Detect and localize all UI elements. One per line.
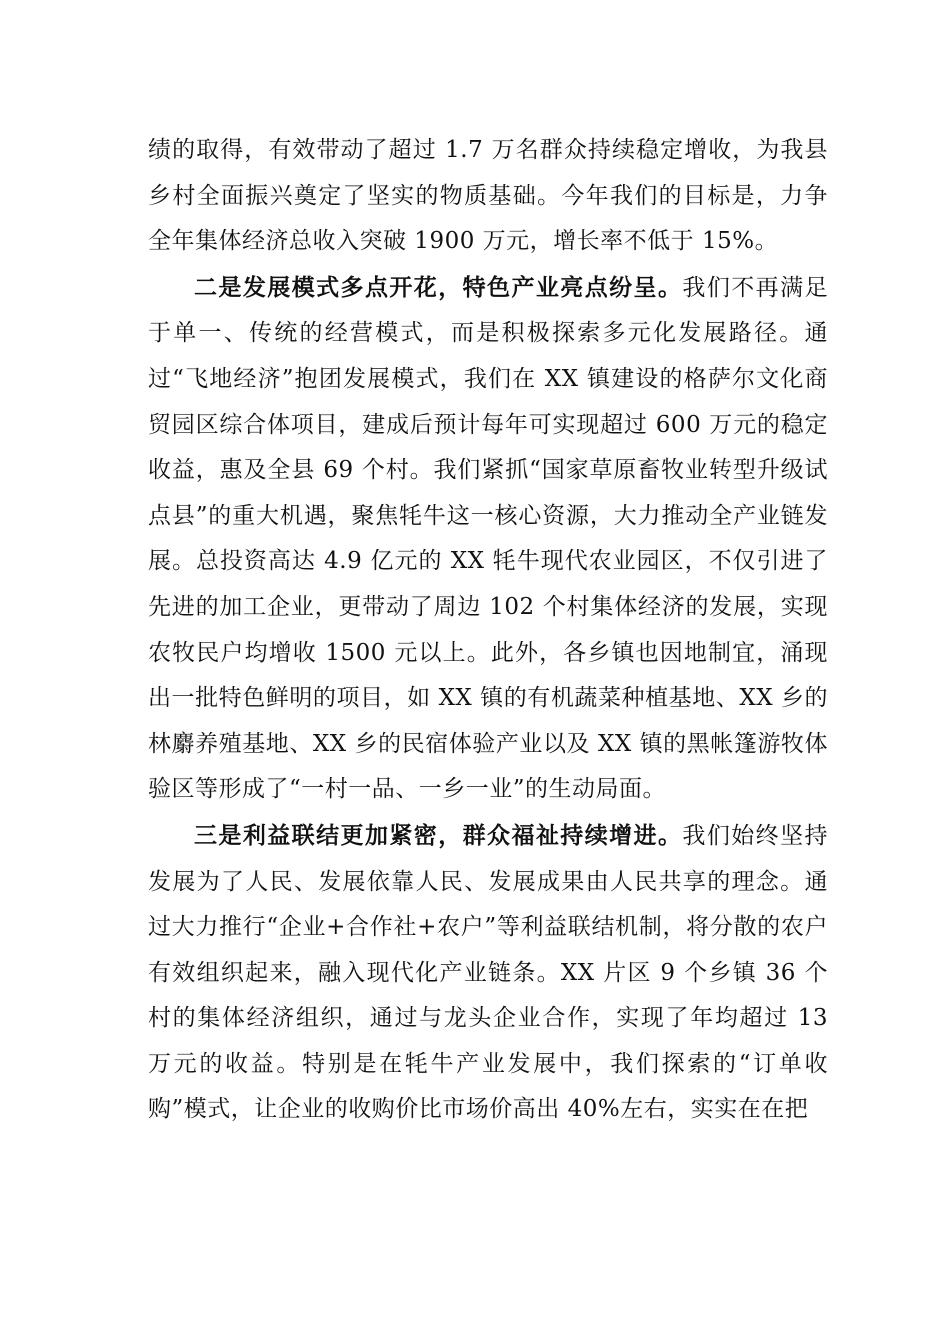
paragraph-continuation xyxy=(148,128,828,265)
paragraph-text: 我们不再满足于单一、传统的经营模式，而是积极探索多元化发展路径。通过“飞地经济”抱团发展模式，我们在 XX 镇建设的格萨尔文化商贸园区综合体项目，建成后预计每年可实现超过 600 万元的稳定收益，惠及全县 69 个村。我们紧抓“国家草原畜牧业转型升级试点县”的重大机遇，聚焦牦牛这一核心资源，大力推动全产业链发展。总投资高达 4.9 亿元的 XX 牦牛现代农业园区，不仅引进了先进的加工企业，更带动了周边 102 个村集体经济的发展，实现农牧民户均增收 1500 元以上。此外，各乡镇也因地制宜，涌现出一批特色鲜明的项目，如 XX 镇的有机蔬菜种植基地、XX 乡的林麝养殖基地、XX 乡的民宿体验产业以及 XX 镇的黑帐篷游牧体验区等形成了“一村一品、一乡一业”的生动局面。 xyxy=(148,274,829,803)
paragraph-lead: 三是利益联结更加紧密，群众福祉持续增进。 xyxy=(194,821,683,849)
paragraph-development-model xyxy=(148,265,828,813)
paragraph-benefit-linkage xyxy=(148,813,828,1133)
paragraph-lead: 二是发展模式多点开花，特色产业亮点纷呈。 xyxy=(194,273,683,301)
document-body xyxy=(148,128,828,1133)
paragraph-text: 绩的取得，有效带动了超过 1.7 万名群众持续稳定增收，为我县乡村全面振兴奠定了坚实的物质基础。今年我们的目标是，力争全年集体经济总收入突破 1900 万元，增长率不低于 15%。 xyxy=(148,137,828,255)
paragraph-text: 我们始终坚持发展为了人民、发展依靠人民、发展成果由人民共享的理念。通过大力推行“企业+合作社+农户”等利益联结机制，将分散的农户有效组织起来，融入现代化产业链条。XX 片区 9 个乡镇 36 个村的集体经济组织，通过与龙头企业合作，实现了年均超过 13 万元的收益。特别是在牦牛产业发展中，我们探索的“订单收购”模式，让企业的收购价比市场价高出 40%左右，实实在在把 xyxy=(148,822,829,1123)
